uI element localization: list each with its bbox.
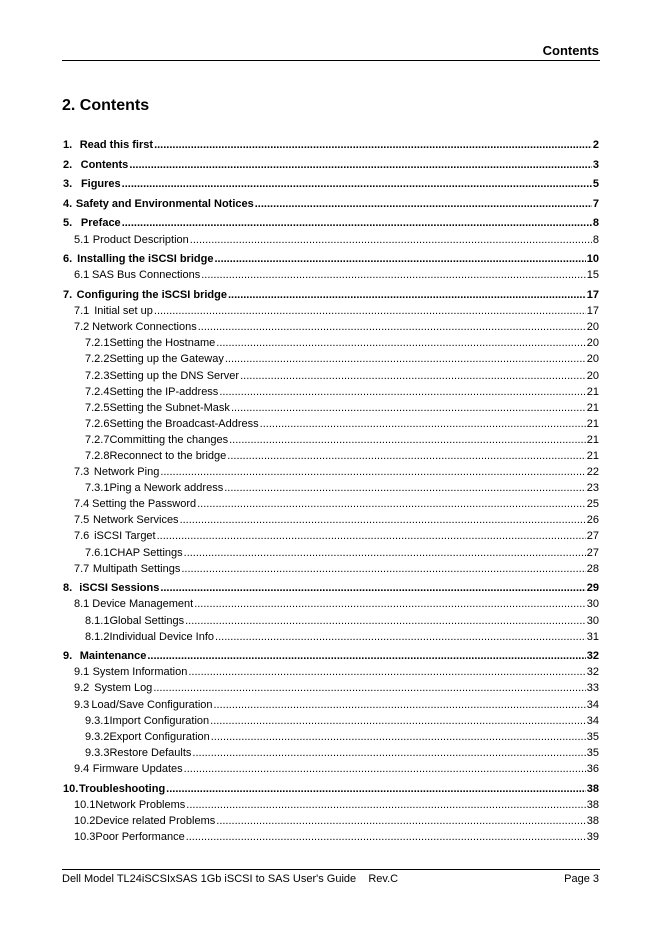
toc-entry-page: 8 [592, 233, 599, 246]
toc-entry-page: 27 [586, 530, 599, 543]
toc-entry-number: 9.3.1 [85, 714, 110, 727]
toc-entry-number: 8.1.1 [85, 614, 110, 627]
toc-leader-dots [194, 598, 586, 611]
toc-entry[interactable] [62, 370, 599, 383]
toc-entry-title: Setting the IP-address [109, 385, 219, 398]
toc-leader-dots [216, 815, 585, 828]
toc-leader-dots [122, 217, 592, 230]
toc-entry-page: 21 [586, 449, 599, 462]
toc-entry-page: 38 [586, 814, 599, 827]
toc-leader-dots [201, 269, 586, 282]
toc-entry-title: Device Management [92, 598, 194, 611]
toc-entry-title: Product Description [92, 233, 189, 246]
toc-entry-page: 10 [586, 253, 599, 266]
toc-entry-page: 21 [586, 401, 599, 414]
toc-entry-number: 8.1.2 [85, 630, 110, 643]
toc-leader-dots [215, 631, 586, 644]
toc-entry-title: iSCSI Sessions [79, 582, 160, 595]
toc-entry-title: Network Problems [95, 798, 186, 811]
toc-leader-dots [147, 650, 585, 663]
toc-entry-number: 10.3 [74, 830, 96, 843]
toc-entry-number: 5. [63, 217, 73, 230]
toc-entry[interactable] [62, 482, 599, 495]
toc-entry-page: 30 [586, 598, 599, 611]
toc-entry-page: 5 [592, 178, 599, 191]
toc-entry-page: 27 [586, 546, 599, 559]
toc-leader-dots [229, 434, 586, 447]
toc-entry[interactable] [62, 582, 599, 595]
toc-entry-title: Network Services [92, 514, 179, 527]
toc-entry-title: Troubleshooting [79, 782, 166, 795]
toc-entry[interactable] [62, 530, 599, 543]
toc-entry-page: 26 [586, 514, 599, 527]
toc-entry[interactable] [62, 731, 599, 744]
toc-entry-page: 8 [592, 217, 599, 230]
toc-entry[interactable] [62, 699, 599, 712]
header-rule [62, 60, 600, 61]
toc-entry-number: 9. [63, 650, 73, 663]
toc-entry-number: 7.2.5 [85, 401, 110, 414]
toc-entry[interactable] [62, 831, 599, 844]
toc-entry[interactable] [62, 418, 599, 431]
toc-entry[interactable] [62, 466, 599, 479]
toc-entry-number: 6.1 [74, 269, 90, 282]
toc-leader-dots [154, 139, 592, 152]
toc-entry-number: 8.1 [74, 598, 90, 611]
toc-entry[interactable] [62, 615, 599, 628]
toc-entry-page: 21 [586, 417, 599, 430]
toc-entry-page: 17 [586, 305, 599, 318]
toc-entry-number: 7.2.3 [85, 369, 110, 382]
toc-entry-title: Safety and Environmental Notices [75, 197, 254, 210]
toc-entry-number: 9.1 [74, 666, 90, 679]
toc-entry-number: 7. [63, 288, 73, 301]
toc-leader-dots [166, 783, 586, 796]
toc-leader-dots [190, 234, 592, 247]
toc-entry[interactable] [62, 386, 599, 399]
toc-entry-page: 15 [586, 269, 599, 282]
toc-entry-number: 3. [63, 178, 73, 191]
toc-entry-title: System Log [94, 682, 153, 695]
toc-leader-dots [210, 715, 586, 728]
toc-entry-title: Setting up the Gateway [109, 353, 224, 366]
toc-entry-number: 8. [63, 582, 73, 595]
toc-entry-page: 29 [586, 582, 599, 595]
toc-entry-page: 35 [586, 730, 599, 743]
toc-entry[interactable] [62, 747, 599, 760]
toc-leader-dots [188, 666, 585, 679]
toc-entry[interactable] [62, 159, 599, 172]
toc-leader-dots [180, 514, 586, 527]
toc-entry-title: System Information [92, 666, 188, 679]
toc-entry-title: Network Ping [93, 466, 160, 479]
toc-leader-dots [192, 747, 585, 760]
toc-entry-number: 7.2.6 [85, 417, 110, 430]
toc-entry-title: SAS Bus Connections [91, 269, 201, 282]
toc-leader-dots [227, 450, 585, 463]
toc-leader-dots [181, 563, 585, 576]
toc-entry-number: 10.2 [74, 814, 96, 827]
toc-entry[interactable] [62, 337, 599, 350]
toc-entry-page: 21 [586, 433, 599, 446]
toc-entry[interactable] [62, 498, 599, 511]
toc-entry-title: Setting up the DNS Server [109, 369, 240, 382]
toc-entry[interactable] [62, 783, 599, 796]
toc-entry-number: 4. [63, 197, 73, 210]
toc-leader-dots [260, 418, 586, 431]
toc-entry-page: 20 [586, 337, 599, 350]
toc-entry-title: iSCSI Target [94, 530, 156, 543]
toc-leader-dots [255, 198, 592, 211]
toc-entry[interactable] [62, 234, 599, 247]
toc-entry-number: 7.2.4 [85, 385, 110, 398]
toc-entry-number: 7.3 [74, 466, 90, 479]
toc-entry-number: 6. [63, 253, 73, 266]
toc-entry-number: 7.2.8 [85, 449, 110, 462]
toc-entry-title: Figures [80, 178, 121, 191]
toc-entry-title: Committing the changes [109, 433, 229, 446]
toc-entry-page: 23 [586, 482, 599, 495]
toc-entry[interactable] [62, 715, 599, 728]
toc-leader-dots [216, 337, 585, 350]
toc-entry[interactable] [62, 269, 599, 282]
toc-entry[interactable] [62, 682, 599, 695]
toc-entry-number: 7.3.1 [85, 482, 110, 495]
toc-entry-title: Configuring the iSCSI bridge [76, 288, 227, 301]
toc-leader-dots [228, 289, 586, 302]
toc-leader-dots [214, 699, 586, 712]
toc-entry-title: Export Configuration [109, 730, 210, 743]
toc-entry-number: 7.2 [74, 321, 90, 334]
toc-leader-dots [231, 402, 586, 415]
toc-entry-title: CHAP Settings [109, 546, 183, 559]
toc-entry[interactable] [62, 305, 599, 318]
toc-entry[interactable] [62, 815, 599, 828]
toc-entry-title: Maintenance [79, 650, 147, 663]
toc-entry-page: 25 [586, 498, 599, 511]
toc-entry[interactable] [62, 450, 599, 463]
toc-entry[interactable] [62, 139, 599, 152]
toc-entry-page: 21 [586, 385, 599, 398]
toc-leader-dots [185, 615, 586, 628]
toc-entry-number: 7.6.1 [85, 546, 110, 559]
toc-entry-page: 32 [586, 666, 599, 679]
toc-entry-number: 7.4 [74, 498, 90, 511]
toc-entry-title: Ping a Nework address [109, 482, 224, 495]
toc-entry-page: 36 [586, 762, 599, 775]
toc-leader-dots [197, 498, 586, 511]
toc-entry-title: Setting the Hostname [109, 337, 216, 350]
toc-entry-title: Global Settings [109, 614, 185, 627]
toc-entry-title: Setting the Password [92, 498, 197, 511]
toc-entry[interactable] [62, 547, 599, 560]
toc-entry-number: 7.2.7 [85, 433, 110, 446]
toc-entry[interactable] [62, 178, 599, 191]
toc-entry-number: 7.2.1 [85, 337, 110, 350]
toc-entry-number: 7.5 [74, 514, 90, 527]
toc-entry[interactable] [62, 198, 599, 211]
toc-entry-title: Firmware Updates [92, 762, 183, 775]
toc-entry[interactable] [62, 353, 599, 366]
toc-entry-number: 7.6 [74, 530, 90, 543]
toc-entry-title: Restore Defaults [109, 746, 192, 759]
toc-entry[interactable] [62, 650, 599, 663]
footer-page-number: Page 3 [564, 873, 599, 885]
toc-leader-dots [160, 582, 585, 595]
footer-document-title: Dell Model TL24iSCSIxSAS 1Gb iSCSI to SAS User's Guide Rev.C [62, 873, 399, 885]
toc-entry-title: Read this first [79, 139, 154, 151]
toc-entry-title: Preface [80, 217, 121, 230]
toc-entry-number: 7.1 [74, 305, 90, 318]
toc-entry-title: Setting the Subnet-Mask [109, 401, 230, 414]
toc-entry[interactable] [62, 514, 599, 527]
table-of-contents [62, 139, 599, 844]
toc-leader-dots [186, 831, 586, 844]
toc-entry-number: 9.3.2 [85, 730, 110, 743]
toc-leader-dots [186, 799, 585, 812]
toc-leader-dots [198, 321, 586, 334]
toc-entry-page: 31 [586, 630, 599, 643]
toc-entry-number: 2. [63, 158, 73, 171]
toc-entry-page: 34 [586, 714, 599, 727]
footer-rule [62, 869, 600, 870]
toc-leader-dots [160, 466, 585, 479]
toc-leader-dots [157, 530, 586, 543]
toc-entry-page: 35 [586, 746, 599, 759]
toc-entry[interactable] [62, 434, 599, 447]
running-header: Contents [542, 43, 599, 58]
toc-leader-dots [240, 370, 586, 383]
toc-entry-number: 9.4 [74, 762, 90, 775]
toc-entry[interactable] [62, 321, 599, 334]
toc-leader-dots [154, 305, 586, 318]
toc-entry-title: Poor Performance [95, 830, 185, 843]
toc-entry-page: 20 [586, 353, 599, 366]
toc-entry-title: Load/Save Configuration [91, 698, 213, 711]
toc-entry-page: 3 [592, 158, 599, 171]
toc-entry-title: Network Connections [92, 321, 197, 334]
toc-leader-dots [225, 353, 586, 366]
toc-entry-page: 38 [586, 798, 599, 811]
toc-entry-page: 20 [586, 369, 599, 382]
toc-entry-title: Import Configuration [109, 714, 210, 727]
toc-entry[interactable] [62, 631, 599, 644]
toc-entry-title: Setting the Broadcast-Address [109, 417, 259, 430]
toc-entry-page: 39 [586, 830, 599, 843]
toc-entry-title: Device related Problems [95, 814, 216, 827]
toc-entry-number: 10. [63, 782, 79, 795]
toc-entry[interactable] [62, 666, 599, 679]
toc-entry-title: Reconnect to the bridge [109, 449, 227, 462]
toc-entry-page: 33 [586, 682, 599, 695]
toc-entry[interactable] [62, 402, 599, 415]
toc-entry-page: 32 [586, 650, 599, 663]
toc-entry-page: 34 [586, 698, 599, 711]
toc-entry-title: Individual Device Info [109, 630, 215, 643]
toc-entry-page: 30 [586, 614, 599, 627]
toc-entry-page: 7 [592, 197, 599, 210]
section-title: 2. Contents [62, 97, 150, 114]
toc-entry-title: Multipath Settings [92, 562, 181, 575]
toc-entry-page: 28 [586, 562, 599, 575]
toc-entry-page: 17 [586, 288, 599, 301]
toc-leader-dots [224, 482, 586, 495]
toc-entry[interactable] [62, 763, 599, 776]
toc-leader-dots [214, 253, 585, 266]
toc-entry-number: 10.1 [74, 798, 96, 811]
toc-leader-dots [184, 763, 586, 776]
toc-entry-title: Initial set up [94, 305, 153, 318]
toc-entry-number: 9.3 [74, 698, 90, 711]
toc-leader-dots [184, 547, 586, 560]
toc-leader-dots [129, 159, 592, 172]
toc-leader-dots [153, 682, 585, 695]
toc-entry-number: 9.2 [74, 682, 90, 695]
toc-entry-number: 1. [63, 139, 73, 151]
toc-entry-page: 2 [592, 139, 599, 151]
toc-entry-number: 7.7 [74, 562, 90, 575]
toc-entry[interactable] [62, 563, 599, 576]
toc-entry[interactable] [62, 289, 599, 302]
toc-entry-page: 38 [586, 782, 599, 795]
toc-entry[interactable] [62, 217, 599, 230]
toc-leader-dots [122, 178, 592, 191]
toc-entry-title: Installing the iSCSI bridge [77, 253, 214, 266]
toc-entry[interactable] [62, 598, 599, 611]
toc-entry-number: 9.3.3 [85, 746, 110, 759]
toc-leader-dots [211, 731, 586, 744]
toc-entry[interactable] [62, 799, 599, 812]
toc-entry-number: 5.1 [74, 233, 90, 246]
toc-entry-page: 20 [586, 321, 599, 334]
toc-entry[interactable] [62, 253, 599, 266]
toc-leader-dots [219, 386, 585, 399]
toc-entry-page: 22 [586, 466, 599, 479]
toc-entry-number: 7.2.2 [85, 353, 110, 366]
toc-entry-title: Contents [80, 158, 129, 171]
